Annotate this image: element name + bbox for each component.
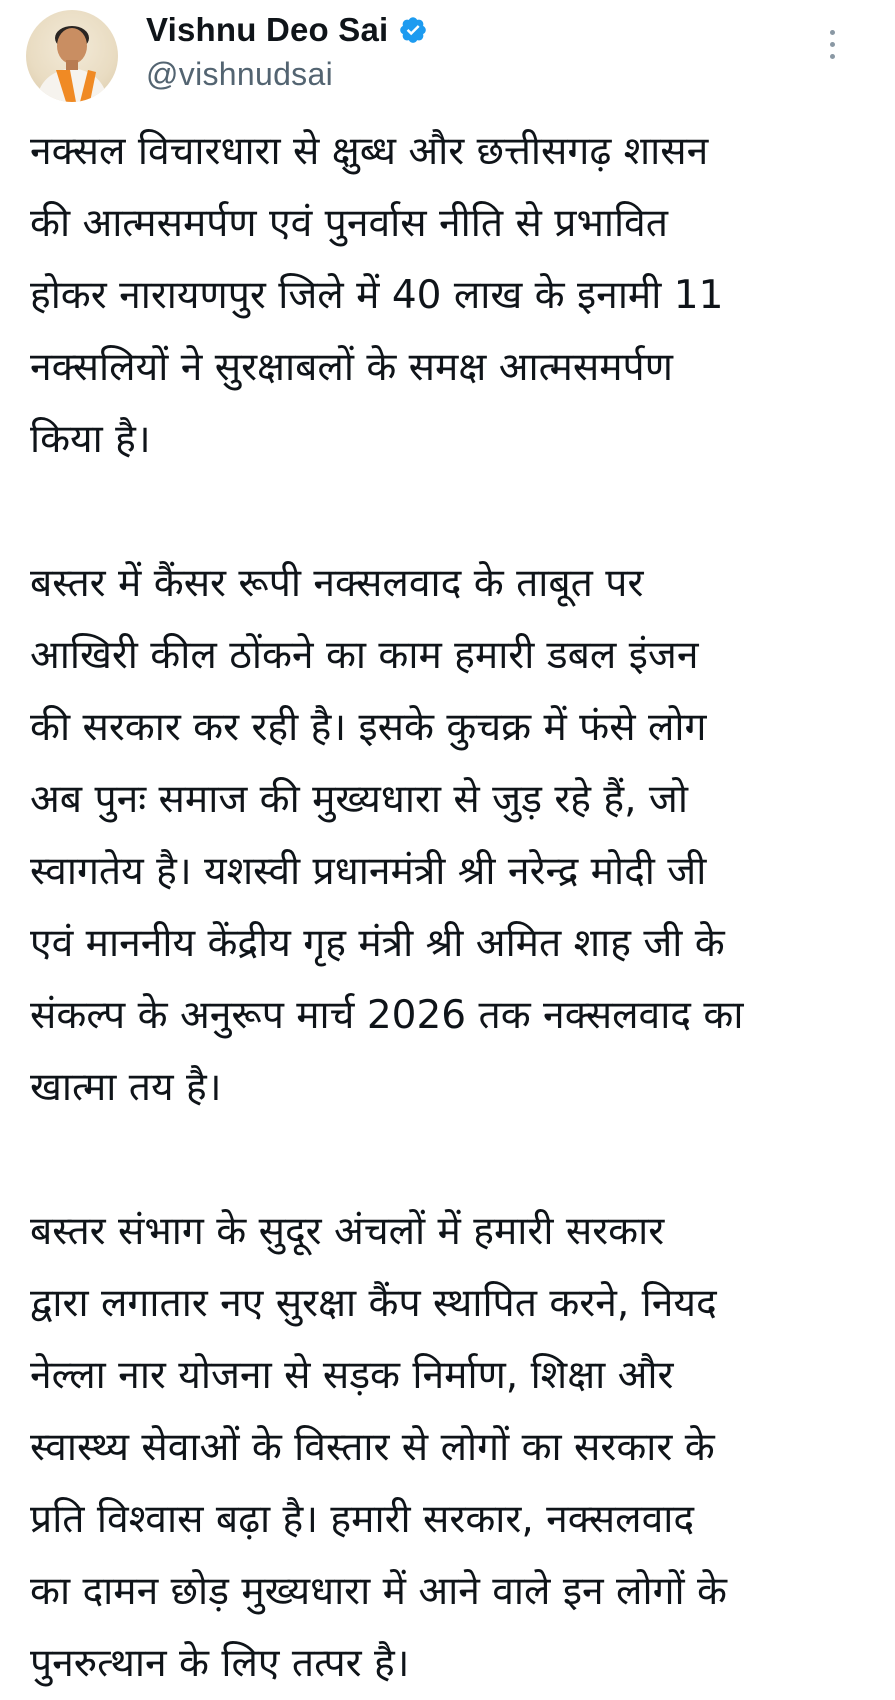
tweet-paragraph-1: नक्सल विचारधारा से क्षुब्ध और छत्तीसगढ़ शासन की आत्मसमर्पण एवं पुनर्वास नीति से प्रभावित होकर नारायणपुर जिले में 40 लाख के इनामी 11 नक्सलियों ने सुरक्षाबलों के समक्ष आत्मसमर्पण किया है। (30, 129, 724, 462)
more-options-icon[interactable] (826, 30, 838, 64)
author-display-name[interactable]: Vishnu Deo Sai (146, 11, 389, 48)
verified-badge-icon (398, 15, 428, 45)
profile-photo-icon (26, 10, 118, 102)
author-block (146, 8, 428, 93)
tweet-paragraph-3: बस्तर संभाग के सुदूर अंचलों में हमारी सरकार द्वारा लगातार नए सुरक्षा कैंप स्थापित करने, नियद नेल्ला नार योजना से सड़क निर्माण, शिक्षा और स्वास्थ्य सेवाओं के विस्तार से लोगों का सरकार के प्रति विश्वास बढ़ा है। हमारी सरकार, नक्सलवाद का दामन छोड़ मुख्यधारा में आने वाले इन लोगों के पुनरुत्थान के लिए तत्पर है। (30, 1209, 728, 1686)
tweet-paragraph-2: बस्तर में कैंसर रूपी नक्सलवाद के ताबूत पर आखिरी कील ठोंकने का काम हमारी डबल इंजन की सरकार कर रही है। इसके कुचक्र में फंसे लोग अब पुनः समाज की मुख्यधारा से जुड़ रहे हैं, जो स्वागतेय है। यशस्वी प्रधानमंत्री श्री नरेन्द्र मोदी जी एवं माननीय केंद्रीय गृह मंत्री श्री अमित शाह जी के संकल्प के अनुरूप मार्च 2026 तक नक्सलवाद का खात्मा तय है। (30, 561, 744, 1110)
author-handle[interactable]: @vishnudsai (146, 56, 333, 92)
tweet-header (0, 0, 895, 110)
name-row (146, 8, 428, 52)
tweet-text (30, 116, 870, 1700)
avatar[interactable] (26, 10, 118, 102)
